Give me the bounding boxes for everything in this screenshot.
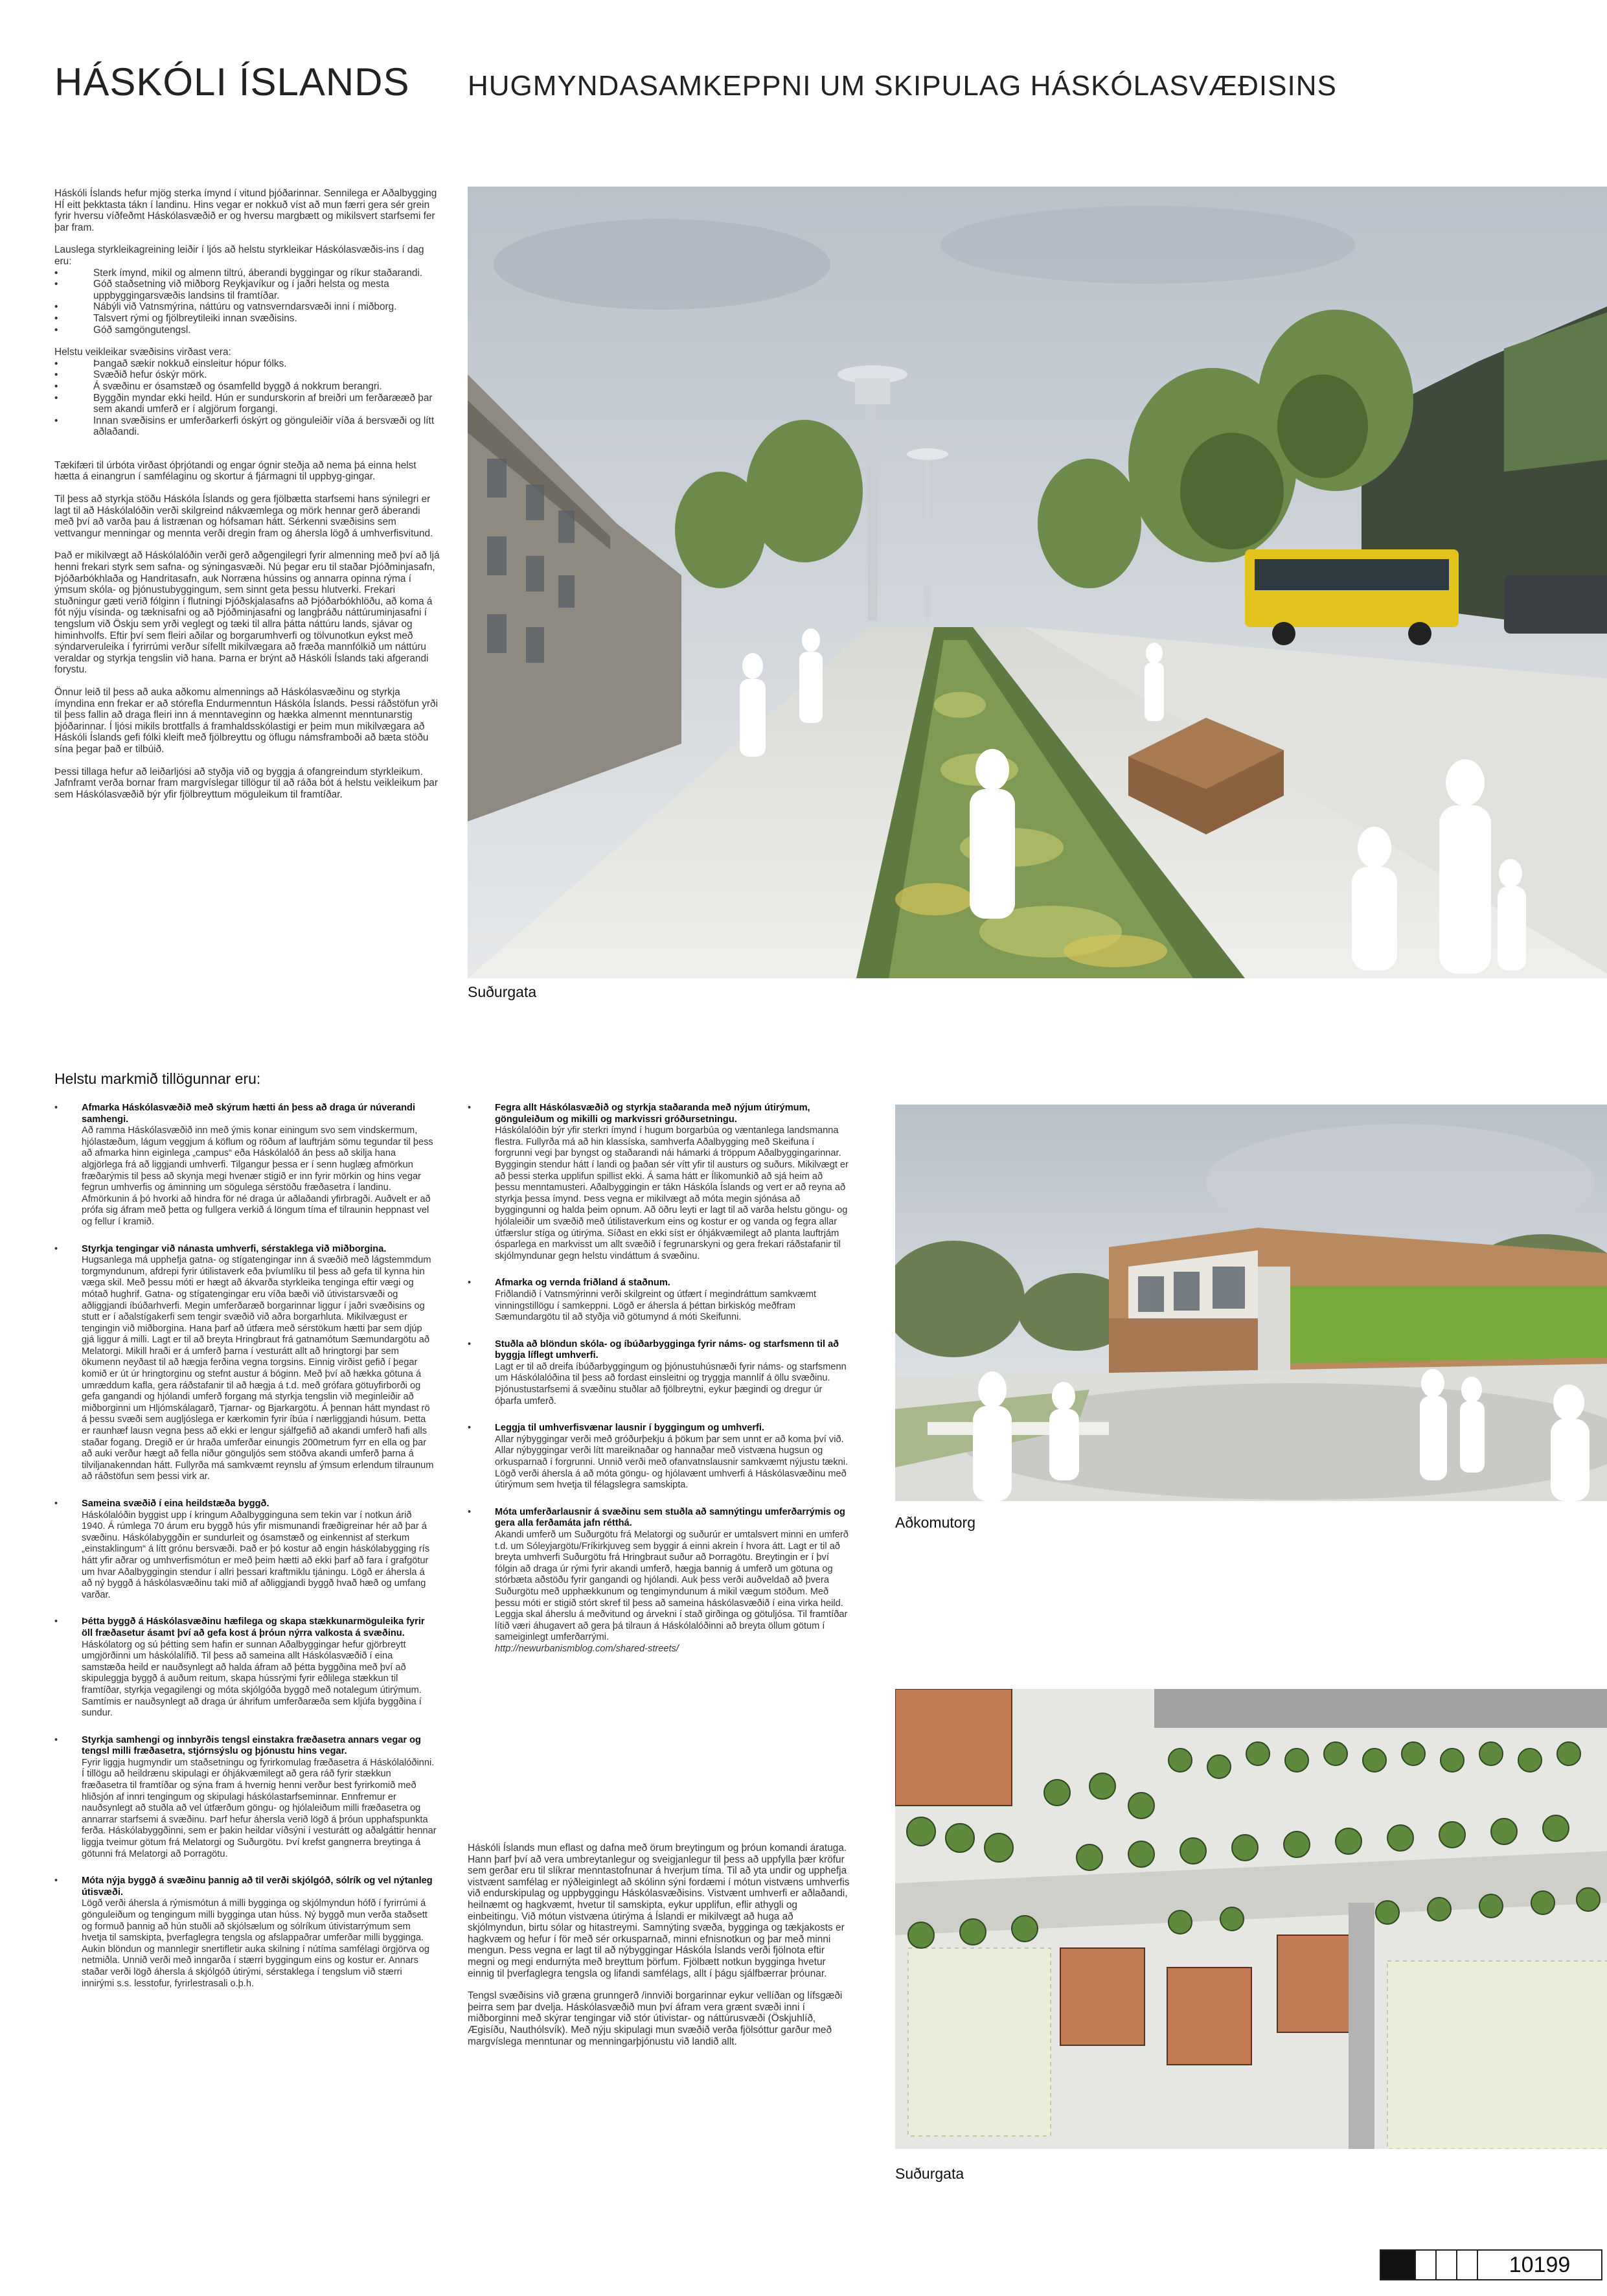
- street-rendering-image: [468, 187, 1607, 978]
- point-body: Háskólalóðin býr yfir sterkri ímynd í hugum borgarbúa og væntanlega landsmanna flestra. Fullyrða má að hin klassíska, samhverfa Aðalbygging með Skeifuna í forgrunni vegi þar byngst og staðarandi nái hámarki á tröppum Aðalbyggingarinnar. Byggingin stendur hátt í landi og þaðan sér vítt yfir til austurs og suðurs. Mikilvægt er að þessi sterka upplifun spillist ekki. Á sama hátt er Ílikomunkið að sjá heim að þessu menntamusteri. Aðalbyggingin er tákn Háskóla Íslands og vert er að reyna að styrkja þessa ímynd. Þess vegna er mikilvægt að móta megin sjónása að byggingunni og halda þeim opnum. Að öðru leyti er lagt til að varða helstu göngu- og hjólaleiðir um svæðið með útilistaverkum eins og kostur er og vanda og fegra allar útfærslur stíga og útirýma. Síðast en ekki síst er óhjákvæmilegt að planta lauftrjám ósparlega en markvisst um allt svæðið í fegrunarskyni og gera frekari ráðstafanir til skjólmyndunar gegn helstu vindáttum á svæðinu.: [495, 1125, 849, 1261]
- intro-paragraph: Þessi tillaga hefur að leiðarljósi að styðja við og byggja á ofangreindum styrkleikum. Jafnframt verða bornar fram margvíslegar tillögur til að ráða bót á helstu veikleikum þar sem Háskólasvæðið býr yfir fjölbreyttum möguleikum til framtíðar.: [54, 766, 438, 800]
- list-item: • Á svæðinu er ósamstæð og ósamfelld byggð á nokkrum berangri.: [54, 381, 442, 393]
- point-body: Allar nýbyggingar verði með gróðurþekju á þökum þar sem unnt er að koma því við. Allar nýbyggingar verði lítt mareiknaðar og hannaðar með vistvæna hugsun og orkusparnað í forgrunni. Unnið verði með ofanvatnslausnir samkvæmt nýjustu tækni. Lögð verði áhersla á að móta göngu- og hjólavænt umhverfi á Háskólasvæðinu með útirýmum sem hvetja til félagslegra samskipta.: [495, 1434, 849, 1491]
- list-item: [54, 1735, 437, 1861]
- point-heading: • Móta nýja byggð á svæðinu þannig að til verði skjólgóð, sólrík og vel nýtanleg útisvæði.: [82, 1876, 433, 1898]
- list-item: [54, 1876, 437, 1990]
- list-item: [54, 1103, 437, 1228]
- closing-text: [468, 1843, 850, 2058]
- point-heading: • Styrkja tengingar við nánasta umhverfi, sérstaklega við miðborgina.: [82, 1243, 387, 1254]
- middle-image-caption: Aðkomutorg: [895, 1514, 976, 1531]
- point-heading: • Styrkja samhengi og innbyrðis tengsl einstakra fræðasetra annars vegar og tengsl milli fræðasetra, stjórnsýslu og þjónustu hins vegar.: [82, 1734, 421, 1757]
- point-heading: • Þétta byggð á Háskólasvæðinu hæfilega og skapa stækkunarmöguleika fyrir öll fræðasetur ásamt því að gefa kost á þróun nýrra valkosta á svæðinu.: [82, 1616, 425, 1638]
- list-item: [54, 1244, 437, 1483]
- poster-title: HÁSKÓLI ÍSLANDS: [54, 60, 410, 104]
- point-body: Fyrir liggja hugmyndir um staðsetningu og fyrirkomulag fræðasetra á Háskólalóðinni. Í tillögu að heildrænu skipulagi er óhjákvæmilegt að gera ráð fyrir stækkun fræðasetra til framtíðar og sýna fram á hvernig henni verður best fyrirkomið með hliðsjón af innri tengingum og skipulagi háskólastarfseminnar. Ennfremur er nauðsynlegt að stuðla að vel útfærðum göngu- og hjólaleiðum milli fræðasetra og annarrar starfsemi á svæðinu. Þarf hefur áhersla verið lögð á þróun upphafspunkta ferða. Háskólabyggðinni, sem er þakin heildar víðsýni í vesturátt og aðalgáttir hennar liggja tveimur götum frá Melatorgi og Suðurgötu. Því krefst gangnerra breytinga á götunni frá Melatorgi að Þorragötu.: [82, 1757, 437, 1859]
- list-item: • Góð samgöngutengsl.: [54, 325, 442, 336]
- point-heading: • Leggja til umhverfisvænar lausnir í byggingum og umhverfi.: [495, 1423, 764, 1434]
- entry-number: 10199: [1477, 2249, 1602, 2280]
- bottom-image-caption: Suðurgata: [895, 2165, 964, 2182]
- list-item: • Talsvert rými og fjölbreytileiki innan svæðisins.: [54, 313, 442, 325]
- list-item: [468, 1103, 850, 1262]
- point-body: Lagt er til að dreifa íbúðarbyggingum og þjónustuhúsnæði fyrir náms- og starfsmenn um Háskólalóðina til þess að fordast einsleitni og tryggja mannlíf á öllu svæðinu. Þjónustustarfsemi á svæðinu stuðlar að fjölbreytni, eykur þægindi og dregur úr óþarfa umferð.: [495, 1361, 847, 1406]
- site-plan-image: [895, 1689, 1607, 2149]
- entry-box: [1435, 2249, 1457, 2280]
- list-item: [468, 1339, 850, 1408]
- list-item: • Nábýli við Vatnsmýrina, náttúru og vatnsverndarsvæði inni í miðborg.: [54, 301, 442, 313]
- entry-box-filled: [1380, 2249, 1416, 2280]
- intro-paragraph: Tækifæri til úrbóta virðast óþrjótandi og engar ógnir steðja að nema þá einna helst hætta á einangrun í samfélaginu og skortur á fjármagni til uppbyg-gingar.: [54, 459, 416, 483]
- point-body: Að ramma Háskólasvæðið inn með ýmis konar einingum svo sem vindskermum, hjólastæðum, lágum veggjum á köflum og röðum af lauftrjám sömu tegundar til þess að afmarka hinn eiginlega „campus“ eða Háskólalóð án þess að skilja hana algjörlega frá að liggjandi umhverfi. Tilgangur þessa er í senn huglæg afmörkun fræðarýmis til þess að skynja megi hvenær stigið er inn fyrir mörkin og hins vegar fegrun umhverfis og áminning um sögulega sérstöðu fræðasetra í landinu. Afmörkunin á þó hvorki að hindra för né draga úr aðlaðandi yfirbragði. Auðvelt er að prófa sig áfram með þetta og fullgera verkið á löngum tíma ef tilraunin heppnast vel og fellur í kramið.: [82, 1125, 433, 1227]
- weaknesses-list: [54, 358, 442, 438]
- point-heading: • Móta umferðarlausnir á svæðinu sem stuðla að samnýtingu umferðarrýmis og gera alla ferðamáta jafn rétthá.: [495, 1506, 845, 1529]
- entry-code-boxes: [1380, 2249, 1602, 2280]
- list-item: [468, 1507, 850, 1655]
- list-item: • Byggðin myndar ekki heild. Hún er sundurskorin af breiðri um ferðarææð þar sem akandi umferð er í algjörum forgangi.: [54, 393, 442, 415]
- intro-paragraph: Lauslega styrkleikagreining leiðir í ljós að helstu styrkleikar Háskólasvæðis-ins í dag eru:: [54, 244, 424, 267]
- list-item: [468, 1278, 850, 1323]
- point-body: Friðlandið í Vatnsmýrinni verði skilgreint og útfært í megindráttum samkvæmt vinningstillögu í samkeppni. Lögð er áhersla á þéttan birkiskóg meðfram Sæmundargötu til að styðja við götumynd á móti Skeifunni.: [495, 1289, 817, 1323]
- closing-paragraph: Tengsl svæðisins við græna grunngerð /innviði borgarinnar eykur vellíðan og lífsgæði þeirra sem þar dvelja. Háskólasvæðið mun því áfram vera grænt svæði inni í miðborginni með skýrar tengingar við stór útivistar- og náttúrusvæði (Öskjuhlíð, Ægisíðu, Nauthólsvík). Með nýju skipulagi mun svæðið verða fjölsóttur garður með margvíslega menntunar og menningarþjónustu við landið allt.: [468, 1990, 843, 2047]
- point-body: Háskólatorg og sú þétting sem hafin er sunnan Aðalbyggingar hefur gjörbreytt umgjörðinni um háskólalífið. Til þess að sameina allt Háskólasvæðið í eina samstæða heild er nauðsynlegt að halda áfram að þétta byggðina með því að skipuleggja byggð á auðum reitum, skapa hússrými fyrir eðlilega stækkun til framtíðar, styrkja vegagilengi og móta skjólgóða byggð með notalegum útirýmum. Samtímis er nauðsynlegt að draga úr áhrifum umferðaræða sem kljúfa byggðina í sundur.: [82, 1639, 422, 1719]
- point-heading: • Sameina svæðið í eina heildstæða byggð.: [82, 1498, 269, 1509]
- entry-box: [1415, 2249, 1437, 2280]
- intro-paragraph: Til þess að styrkja stöðu Háskóla Íslands og gera fjölbætta starfsemi hans sýnilegri er lagt til að Háskólalóðin verði skilgreind nákvæmlega og mörk hennar gerð áberandi með því að varða þau á listrænan og hófsaman hátt. Sérkenni svæðisins sem vettvangur menningar og mennta verði dregin fram og áhersla lögð á umhverfisvitund.: [54, 494, 433, 539]
- reference-link[interactable]: http://newurbanismblog.com/shared-streets/: [495, 1643, 679, 1654]
- left-points-column: [54, 1103, 437, 2005]
- list-item: • Innan svæðisins er umferðarkerfi óskýrt og gönguleiðir víða á bersvæði og lítt aðlaðandi.: [54, 415, 442, 438]
- strengths-list: [54, 268, 442, 336]
- main-points-heading: Helstu markmið tillögunnar eru:: [54, 1070, 261, 1087]
- point-heading: • Fegra allt Háskólasvæðið og styrkja staðaranda með nýjum útirýmum, gönguleiðum og mikilli og markvissri gróðursetningu.: [495, 1103, 810, 1125]
- point-body: Háskólalóðin byggist upp í kringum Aðalbygginguna sem tekin var í notkun árið 1940. Á rúmlega 70 árum eru byggð hús yfir mismunandi fræðigreinar hér að þar á svæðinu. Háskólabyggðin er sundurleit og ósamstæð og einkennist af sterkum „einstaklingum“ á lítt grónu bersvæði. Það er þó kostur að engin háskólabygging rís hátt yfir aðrar og umhverfismótun er með þeim hætti að ekki þarf að fara í grafgötur um hvar Aðalbyggingin stendur í allri þessari kraftmiklu tjáningu. Lögð er áhersla á að ný byggð á háskólasvæðinu taki mið af aðliggjandi byggð hvað hæð og umfang varðar.: [82, 1510, 430, 1600]
- right-points-column: [468, 1103, 850, 1671]
- top-image-caption: Suðurgata: [468, 983, 537, 1000]
- list-item: • Sterk ímynd, mikil og almenn tiltrú, áberandi byggingar og ríkur staðarandi.: [54, 268, 442, 279]
- point-heading: • Stuðla að blöndun skóla- og íbúðarbygginga fyrir náms- og starfsmenn til að byggja líflegt umhverfi.: [495, 1338, 839, 1361]
- point-heading: • Afmarka og vernda friðland á staðnum.: [495, 1278, 670, 1289]
- list-item: • Góð staðsetning við miðborg Reykjavíkur og í jaðri helsta og mesta uppbyggingarsvæðis landsins til framtíðar.: [54, 279, 442, 301]
- point-body: Lögð verði áhersla á rýmismótun á milli bygginga og skjólmyndun hófð í fyrirrúmi á gönguleiðum og tengingum milli bygginga utan húss. Ný byggð mun verða staðsett og formuð þannig að hún stuðli að skjólsælum og sólríkum útivistarrýmum sem hvetja til samskipta, þverfaglegra tengsla og afslappaðrar umferðar milli bygginga. Aukin blöndun og mannlegir snertifletir auka skilning í nútíma samfélagi örgjörva og netmiðla. Unnið verði með inngarða í stærri byggingum eins og kostur er. Annars staðar verði lögð áhersla á skjólgóð útirými, sérstaklega í tengslum við stærri innirými s.s. lesstofur, fyrirlestrasali o.þ.h.: [82, 1898, 430, 1989]
- closing-paragraph: Háskóli Íslands mun eflast og dafna með örum breytingum og þróun komandi áratuga. Hann þarf því að vera umbreytanlegur og sveigjanlegur til þess að uppfylla þær kröfur sem gerðar eru til slíkrar menntastofnunar á hverjum tíma. Til að yta undir og upphefja vistvænt samfélag er nýðleiginlegt að skólinn sýni fordæmi í mótun vistvæns umhverfis við endurskipulag og uppbyggingu Háskólasvæðisins. Vistvænt umhverfi er aðlaðandi, heilnæmt og hagkvæmt, hvetur til samskipta, eykur upplifun, eflir athygli og einbeitingu. Við mótun vistvæna útirýma á Íslandi er mikilvægt að huga að skjólmyndun, birtu sólar og hitastreymi. Samnýting svæða, bygginga og tækjakosts er hagkvæm og hefur í för með sér orkusparnað, minni efnisnotkun og þar með minni mengun. Þess vegna er lagt til að nýbyggingar Háskóla Íslands verði fjölnota eftir megni og megi endurnýta með breyttum þörfum. Fjölbætt notkun bygginga hvetur einnig til þverfaglegra tengsla og lifandi samfélags, allt í þágu sjálfbærrar þróunar.: [468, 1843, 850, 1979]
- list-item: [54, 1616, 437, 1719]
- list-item: [468, 1423, 850, 1491]
- list-item: • Svæðið hefur óskýr mörk.: [54, 369, 442, 381]
- list-item: [54, 1498, 437, 1601]
- intro-text: [54, 188, 442, 811]
- intro-paragraph: Helstu veikleikar svæðisins virðast vera:: [54, 347, 231, 358]
- intro-paragraph: Önnur leið til þess að auka aðkomu almennings að Háskólasvæðinu og styrkja ímyndina enn frekar er að stórefla Endurmenntun Háskóla Íslands. Þessi ráðstöfun yrði til þess fallin að draga fleiri inn á menntaveginn og hækka almennt menntunarstig þjóðarinnar. Í ljósi mikils brottfalls á framhaldsskólastigi er þeim mun mikilvægara að Háskóli Íslands gefi fólki kleift með fjölbreyttu og öflugu námsframboði að bæta stöðu sína þegar það er tilbúið.: [54, 686, 438, 755]
- point-body: Hugsanlega má upphefja gatna- og stígatengingar inn á svæðið með lágstemmdum torgmyndunum, afdrepi fyrir útilistaverk eða þvíumlíku til þess að gefa til kynna hin væga skil. Með þessu móti er hægt að ákvarða styrkleika tenginga eftir vægi og mótað hughrif. Gatna- og stígatengingar eru víða bæði við útivistarsvæði og aðliggjandi íbúðarhverfi. Megin umferðaræð borgarinnar liggur í jaðri svæðisins og stutt er í aðalstígakerfi sem tengir svæðið við aðra borgarhluta. Mikilvægust er tengingin við miðborgina. Hana þarf að útfæra með sérstökum hætti þar sem djúp gjá liggur á milli. Lagt er til að breyta Hringbraut frá gatnamótum Sæmundargötu að Melatorgi. Mikill hraði er á umferð þarna í vesturátt allt að hringtorgi þar sem ökumenn neyðast til að hægja ferðina vegna torgsins. Einnig virðist gefið í þegar komið er út úr hringtorginu og stefnt austur á bóginn. Með því að hækka götuna á umræddum kafla, gera ráðstafanir til að hægja á t.d. með grófara götuyfirborði og gefa gangandi og hjólandi umferð forgang má styrkja tengslin við meginleiðir að miðborginni um Hljómskálagarð, Tjarnar- og Bjarkargötu. Á þennan hátt myndast rö á þessu svæði sem augljóslega er kærkomin fyrir íbúa í nærliggjandi húsum. Þetta er raunhæf lausn vegna þess að ekki er lengur sjálfgefið að akandi umferð hafi alls staðar fogang. Dregið er úr hraða umferðar einungis 200metrum fyrr en ella og þar að auki verður hægt að fella niður gönguljós sem stöðva akandi umferð þarna á tilviljanakenndan hátt. Fullyrða má samkvæmt reynslu af ýmsum erlendum tilraunum að ráðstöfun sem þessi virk ar.: [82, 1255, 434, 1482]
- entry-box: [1456, 2249, 1478, 2280]
- poster-subtitle: HUGMYNDASAMKEPPNI UM SKIPULAG HÁSKÓLASVÆÐISINS: [468, 70, 1337, 102]
- point-body: Akandi umferð um Suðurgötu frá Melatorgi og suðurúr er umtalsvert minni en umferð t.d. um Sóleyjargötu/Fríkirkjuveg sem byggir á einni akrein í hvora átt. Lagt er til að breyta umhverfi Suðurgötu frá Hringbraut suður að Þorragötu. Breytingin er í því fólgin að draga úr rými fyrir akandi umferð, hægja bannig á umferð um götuna og stórbæta aðstöðu fyrir gangandi og hjólandi. Auk þess verði auðveldað að þvera Suðurgötu með upphækkunum og tengimyndunum á mikil vægum stöðum. Með þessu móti er stigið stórt skref til þess að sameina háskólasvæðið í eina virka heild. Leggja skal áherslu á meðvitund og árvekni í stað girðinga og götuljósa. Til framtíðar lítið væri áhugavert að gera þá tilraun á Háskólalóðinni að breyta öllum götum í sameiginlegt umferðarrými.: [495, 1530, 849, 1643]
- intro-paragraph: Háskóli Íslands hefur mjög sterka ímynd í vitund þjóðarinnar. Sennilega er Aðalbygging HÍ eitt þekktasta tákn í landinu. Hins vegar er nokkuð víst að mun færri gera sér grein fyrir hversu víðfeðmt Háskólasvæðið er og hversu margbætt og mikilsvert starfsemi fer þar fram.: [54, 188, 437, 233]
- list-item: • Þangað sækir nokkuð einsleitur hópur fólks.: [54, 358, 442, 370]
- intro-paragraph: Það er mikilvægt að Háskólalóðin verði gerð aðgengilegri fyrir almenning með því að ljá henni frekari styrk sem safna- og sýningasvæði. Nú þegar eru til staðar Þjóðminjasafn, Þjóðarbókhlaða og Handritasafn, auk Norræna hússins og annarra opinna rýma í ýmsum skóla- og þjónustubyggingum, sem sinnt geta þessu hlutverki. Frekari stuðningur gæti verið fólginn í flutningi Þjóðskjalasafns að Þjóðarbókhlöðu, að koma á fót nýju vísinda- og tæknisafni og að Þjóðminjasafni og langþráðu náttúruminjasafni í tengslum við Öskju sem yrði veglegt og tæki til allra þátta náttúru lands, sjávar og himinhvolfs. Eftir því sem fleiri aðilar og borgarumhverfi og tölvunotkun eykst með sýndarveruleika í fyrirrúmi verður sífellt mikilvægara að fræða mannfólkið um náttúru veraldar og styrkja tengslin við hana. Þarna er brýnt að Háskóli Íslands taki afgerandi forystu.: [54, 550, 440, 676]
- point-heading: • Afmarka Háskólasvæðið með skýrum hætti án þess að draga úr núverandi samhengi.: [82, 1103, 416, 1125]
- plaza-rendering-image: [895, 1105, 1607, 1501]
